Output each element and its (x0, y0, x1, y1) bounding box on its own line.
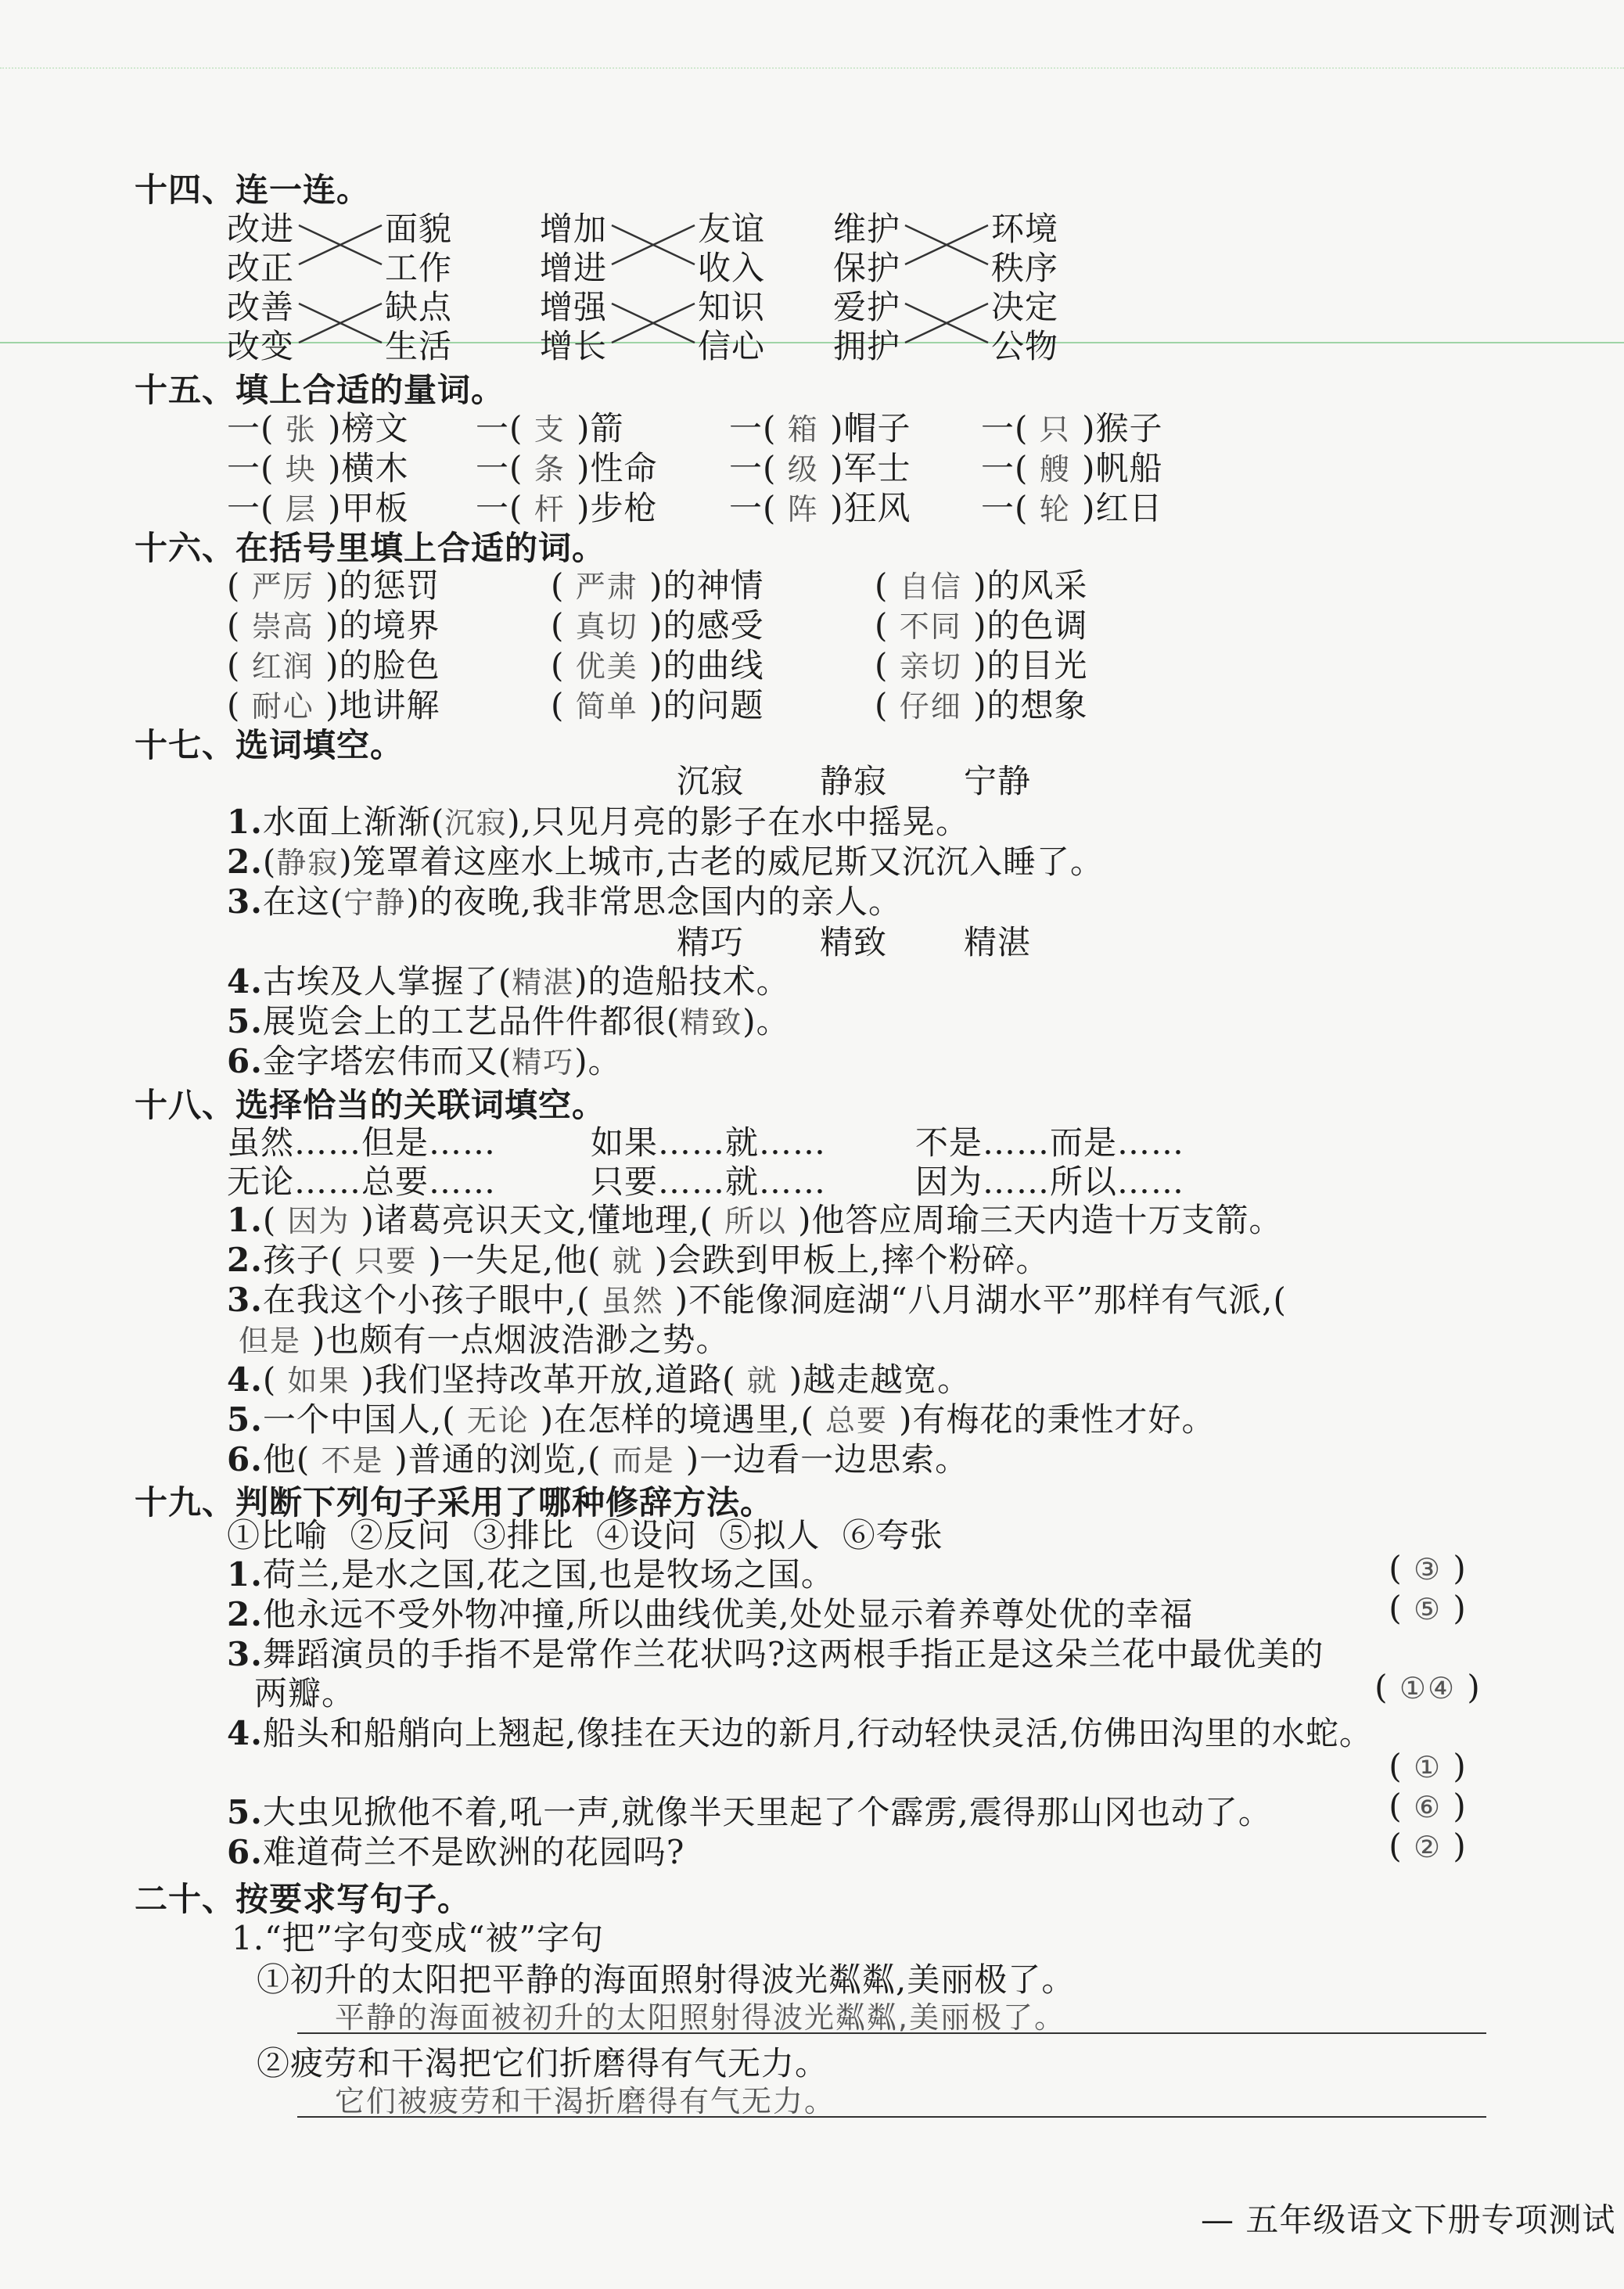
item-text: 荷兰,是水之国,花之国,也是牧场之国。 (262, 1555, 835, 1594)
word-option: 宁静 (964, 762, 1032, 800)
item-prefix: 一( (981, 409, 1040, 447)
answer-line-2 (297, 2116, 1486, 2118)
item-number: 4. (227, 1360, 263, 1399)
handwritten-answer: 艘 (1039, 452, 1071, 487)
handwritten-answer: 崇高 (251, 609, 314, 644)
choose-word-item (227, 876, 902, 923)
handwritten-answer: ①④ (1399, 1671, 1457, 1705)
fill-word-item (551, 680, 764, 727)
conjunction-option: 因为……所以…… (915, 1162, 1185, 1201)
question-1: ①初升的太阳把平静的海面照射得波光粼粼,美丽极了。 (257, 1960, 1076, 1999)
item-word: 帽子 (843, 409, 911, 447)
open-paren: ( (875, 606, 900, 645)
item-text: )的造船技术。 (574, 962, 790, 1001)
answer-1: 平静的海面被初升的太阳照射得波光粼粼,美丽极了。 (335, 2000, 1066, 2035)
item-text: )在怎样的境遇里,( (540, 1400, 814, 1439)
page-footer: — 五年级语文下册专项测试 (1201, 2201, 1616, 2239)
item-prefix: 一( (981, 449, 1040, 487)
item-word: 的目光 (986, 646, 1088, 685)
item-suffix: ) (316, 409, 342, 447)
match-left-word: 爱护 (833, 288, 901, 326)
match-right-word: 环境 (991, 210, 1059, 248)
item-prefix: 一( (476, 489, 534, 527)
handwritten-answer: 精湛 (512, 965, 575, 1000)
match-left-word: 改进 (227, 210, 295, 248)
handwritten-answer: 真切 (575, 609, 638, 644)
item-text: 一个中国人,( (262, 1400, 456, 1439)
handwritten-answer: 宁静 (343, 886, 407, 920)
open-paren: ( (1389, 1827, 1414, 1865)
handwritten-answer: ② (1413, 1830, 1443, 1864)
item-number: 3. (227, 1635, 263, 1673)
close-paren: ) (314, 566, 340, 605)
rhetoric-item (227, 1708, 1373, 1755)
open-paren: ( (875, 686, 900, 724)
close-paren: ) (314, 646, 340, 685)
item-text: 船头和船艄向上翘起,像挂在天边的新月,行动轻快灵活,仿佛田沟里的水蛇。 (262, 1714, 1373, 1752)
item-suffix: ) (1070, 409, 1096, 447)
handwritten-answer: 静寂 (276, 846, 340, 880)
open-paren: ( (875, 566, 900, 605)
handwritten-answer: 总要 (814, 1403, 900, 1438)
handwritten-answer: 而是 (601, 1443, 686, 1478)
match-left-word: 增加 (540, 210, 608, 248)
conjunction-option: 虽然……但是…… (227, 1123, 497, 1162)
open-paren: ( (551, 566, 576, 605)
close-paren: ) (638, 566, 663, 605)
match-left-word: 保护 (833, 249, 901, 287)
match-left-word: 增进 (540, 249, 608, 287)
match-left-word: 改善 (227, 288, 295, 326)
handwritten-answer: 所以 (713, 1204, 799, 1238)
item-number: 5. (227, 1400, 263, 1439)
item-text: 水面上渐渐( (262, 803, 445, 841)
item-prefix: 一( (227, 409, 286, 447)
matching-lines (0, 0, 1624, 391)
match-right-word: 工作 (385, 249, 453, 287)
open-paren: ( (875, 646, 900, 685)
item-text: 古埃及人掌握了( (262, 962, 512, 1001)
item-text: )诸葛亮识天文,懂地理,( (361, 1201, 713, 1239)
open-paren: ( (227, 606, 252, 645)
close-paren: ) (1442, 1747, 1467, 1785)
item-word: 的感受 (663, 606, 764, 645)
section-18-heading: 十八、选择恰当的关联词填空。 (135, 1086, 606, 1124)
open-paren: ( (1389, 1747, 1414, 1785)
handwritten-answer: 简单 (575, 689, 638, 724)
close-paren: ) (638, 686, 663, 724)
handwritten-answer: 支 (534, 412, 566, 447)
item-text: 舞蹈演员的手指不是常作兰花状吗?这两根手指正是这朵兰花中最优美的 (262, 1635, 1324, 1673)
item-word: 的脸色 (339, 646, 440, 685)
match-right-word: 友谊 (698, 210, 766, 248)
item-word: 的惩罚 (339, 566, 440, 605)
handwritten-answer: 严肃 (575, 570, 638, 604)
item-text: 他( (262, 1440, 311, 1479)
item-word: 的神情 (663, 566, 764, 605)
item-number: 5. (227, 1793, 263, 1831)
measure-word-item (729, 483, 911, 530)
handwritten-answer: 自信 (899, 570, 962, 604)
handwritten-answer: 但是 (239, 1324, 313, 1358)
handwritten-answer: 如果 (276, 1364, 361, 1398)
item-text: )。 (742, 1002, 790, 1040)
item-text: )会跌到甲板上,摔个粉碎。 (654, 1241, 1050, 1279)
match-left-word: 拥护 (833, 327, 901, 365)
conjunction-option: 只要……就…… (591, 1162, 827, 1201)
handwritten-answer: 虽然 (590, 1284, 675, 1318)
match-left-word: 维护 (833, 210, 901, 248)
item-number: 2. (227, 1595, 263, 1633)
item-suffix: ) (818, 449, 844, 487)
item-text: )一失足,他( (428, 1241, 602, 1279)
item-word: 的境界 (339, 606, 440, 645)
conjunction-option: 如果……就…… (591, 1123, 827, 1162)
handwritten-answer: ③ (1413, 1552, 1443, 1586)
section-17-heading: 十七、选词填空。 (135, 726, 404, 764)
open-paren: ( (227, 566, 252, 605)
item-text: ( (262, 1201, 277, 1239)
answer-2: 它们被疲劳和干渴折磨得有气无力。 (335, 2084, 836, 2118)
word-option: 精湛 (964, 923, 1032, 961)
close-paren: ) (1456, 1668, 1481, 1706)
item-text: )普通的浏览,( (394, 1440, 602, 1479)
handwritten-answer: 块 (285, 452, 317, 487)
word-option: 静寂 (820, 762, 888, 800)
item-number: 3. (227, 1281, 263, 1319)
handwritten-answer: 不是 (310, 1443, 395, 1478)
item-text: 金字塔宏伟而又( (262, 1042, 512, 1080)
item-word: 红日 (1095, 489, 1163, 527)
answer-line-1 (297, 2032, 1486, 2034)
handwritten-answer: 只要 (343, 1244, 429, 1278)
match-right-word: 知识 (698, 288, 766, 326)
handwritten-answer: 就 (601, 1244, 655, 1278)
item-suffix: ) (316, 489, 342, 527)
section-16-heading: 十六、在括号里填上合适的词。 (135, 529, 606, 567)
item-word: 箭 (590, 409, 624, 447)
match-right-word: 面貌 (385, 210, 453, 248)
item-number: 1. (227, 803, 263, 841)
measure-word-item (981, 483, 1163, 530)
question-2: ②疲劳和干渴把它们折磨得有气无力。 (257, 2044, 829, 2082)
item-number: 3. (227, 882, 263, 921)
handwritten-answer: 轮 (1039, 492, 1071, 526)
item-word: 狂风 (843, 489, 911, 527)
close-paren: ) (314, 686, 340, 724)
item-word: 的曲线 (663, 646, 764, 685)
handwritten-answer: 耐心 (251, 689, 314, 724)
item-text: 他永远不受外物冲撞,所以曲线优美,处处显示着养尊处优的幸福 (262, 1595, 1194, 1633)
item-number: 4. (227, 1714, 263, 1752)
handwritten-answer: 阵 (787, 492, 819, 526)
close-paren: ) (961, 566, 987, 605)
item-suffix: ) (565, 489, 591, 527)
handwritten-answer: 精巧 (512, 1045, 575, 1080)
item-word: 的想象 (986, 686, 1088, 724)
open-paren: ( (551, 606, 576, 645)
section-20-heading: 二十、按要求写句子。 (135, 1880, 472, 1918)
item-number: 2. (227, 1241, 263, 1279)
item-word: 军士 (843, 449, 911, 487)
item-text: 在我这个小孩子眼中,( (262, 1281, 591, 1319)
answer-bracket (1373, 1747, 1482, 1785)
conjunction-option: 无论……总要…… (227, 1162, 497, 1201)
close-paren: ) (1442, 1589, 1467, 1627)
item-number: 1. (227, 1555, 263, 1594)
open-paren: ( (1389, 1549, 1414, 1587)
open-paren: ( (1374, 1668, 1399, 1706)
conjunction-item (227, 1434, 968, 1481)
close-paren: ) (961, 686, 987, 724)
match-right-word: 公物 (991, 327, 1059, 365)
item-suffix: ) (565, 449, 591, 487)
item-text: 在这( (262, 882, 344, 921)
handwritten-answer: 无论 (455, 1403, 541, 1438)
close-paren: ) (961, 606, 987, 645)
section-15-heading: 十五、填上合适的量词。 (135, 371, 505, 409)
item-word: 性命 (590, 449, 658, 487)
item-text: ),只见月亮的影子在水中摇晃。 (507, 803, 970, 841)
item-prefix: 一( (729, 409, 788, 447)
open-paren: ( (551, 646, 576, 685)
open-paren: ( (227, 686, 252, 724)
handwritten-answer: 杆 (534, 492, 566, 526)
item-prefix: 一( (227, 449, 286, 487)
item-word: 帆船 (1095, 449, 1163, 487)
item-number: 6. (227, 1042, 263, 1080)
open-paren: ( (227, 646, 252, 685)
item-prefix: 一( (476, 409, 534, 447)
handwritten-answer: 因为 (276, 1204, 361, 1238)
section-20-subtitle: 1.“把”字句变成“被”字句 (232, 1919, 604, 1957)
handwritten-answer: 级 (787, 452, 819, 487)
close-paren: ) (1442, 1827, 1467, 1865)
handwritten-answer: 箱 (787, 412, 819, 447)
item-word: 的风采 (986, 566, 1088, 605)
item-text: 难道荷兰不是欧洲的花园吗? (262, 1833, 685, 1871)
item-text: 大虫见掀他不着,吼一声,就像半天里起了个霹雳,震得那山冈也动了。 (262, 1793, 1272, 1831)
close-paren: ) (1442, 1787, 1467, 1825)
rhetoric-item (227, 1827, 684, 1874)
section-19-heading: 十九、判断下列句子采用了哪种修辞方法。 (135, 1483, 774, 1522)
close-paren: ) (638, 646, 663, 685)
answer-bracket (1373, 1589, 1482, 1627)
item-word: 步枪 (590, 489, 658, 527)
handwritten-answer: 只 (1039, 412, 1071, 447)
item-word: 地讲解 (339, 686, 440, 724)
close-paren: ) (314, 606, 340, 645)
item-word: 的色调 (986, 606, 1088, 645)
rhetoric-options: ①比喻 ②反问 ③排比 ④设问 ⑤拟人 ⑥夸张 (227, 1516, 943, 1554)
handwritten-answer: 仔细 (899, 689, 962, 724)
handwritten-answer: ⑤ (1413, 1592, 1443, 1626)
item-text: )的夜晚,我非常思念国内的亲人。 (406, 882, 903, 921)
item-prefix: 一( (729, 449, 788, 487)
item-text: )我们坚持改革开放,道路( (361, 1360, 736, 1399)
item-text: )也颇有一点烟波浩渺之势。 (312, 1321, 730, 1359)
conjunction-option: 不是……而是…… (915, 1123, 1185, 1162)
item-number: 4. (227, 962, 263, 1001)
item-suffix: ) (316, 449, 342, 487)
item-suffix: ) (1070, 449, 1096, 487)
handwritten-answer: 亲切 (899, 649, 962, 684)
item-number: 6. (227, 1833, 263, 1871)
handwritten-answer: 沉寂 (444, 806, 508, 840)
answer-bracket (1373, 1549, 1482, 1587)
item-text: )一边看一边思索。 (685, 1440, 969, 1479)
item-text: )他答应周瑜三天内造十万支箭。 (798, 1201, 1283, 1239)
rhetoric-item (227, 1629, 1324, 1676)
item-number: 1. (227, 1201, 263, 1239)
item-prefix: 一( (729, 489, 788, 527)
item-number: 2. (227, 843, 263, 881)
item-number: 5. (227, 1002, 263, 1040)
match-right-word: 生活 (385, 327, 453, 365)
match-right-word: 缺点 (385, 288, 453, 326)
match-right-word: 决定 (991, 288, 1059, 326)
item-prefix: 一( (227, 489, 286, 527)
item-word: 横木 (341, 449, 409, 487)
item-suffix: ) (1070, 489, 1096, 527)
item-suffix: ) (565, 409, 591, 447)
fill-word-item (875, 680, 1088, 727)
item-text: ( (262, 1360, 277, 1399)
item-word: 的问题 (663, 686, 764, 724)
item-text: 孩子( (262, 1241, 344, 1279)
open-paren: ( (1389, 1589, 1414, 1627)
choose-word-item (227, 1036, 622, 1083)
answer-bracket (1373, 1668, 1482, 1706)
close-paren: ) (638, 606, 663, 645)
handwritten-answer: ⑥ (1413, 1790, 1443, 1824)
handwritten-answer: 层 (285, 492, 317, 526)
handwritten-answer: 张 (285, 412, 317, 447)
match-left-word: 增长 (540, 327, 608, 365)
item-word: 榜文 (341, 409, 409, 447)
item-text: )。 (574, 1042, 622, 1080)
answer-bracket (1373, 1827, 1482, 1865)
match-right-word: 秩序 (991, 249, 1059, 287)
close-paren: ) (1442, 1549, 1467, 1587)
handwritten-answer: 条 (534, 452, 566, 487)
handwritten-answer: ① (1413, 1750, 1443, 1784)
item-text: )有梅花的秉性才好。 (899, 1400, 1216, 1439)
match-right-word: 信心 (698, 327, 766, 365)
item-text: 展览会上的工艺品件件都很( (262, 1002, 681, 1040)
item-text: ( (262, 843, 277, 881)
word-option: 精致 (820, 923, 888, 961)
item-text: )越走越宽。 (789, 1360, 972, 1399)
item-prefix: 一( (981, 489, 1040, 527)
item-word: 甲板 (341, 489, 409, 527)
handwritten-answer: 不同 (899, 609, 962, 644)
item-number: 6. (227, 1440, 263, 1479)
item-text: )笼罩着这座水上城市,古老的威尼斯又沉沉入睡了。 (339, 843, 1105, 881)
handwritten-answer: 严厉 (251, 570, 314, 604)
item-suffix: ) (818, 489, 844, 527)
handwritten-answer: 红润 (251, 649, 314, 684)
close-paren: ) (961, 646, 987, 685)
match-left-word: 改正 (227, 249, 295, 287)
handwritten-answer: 优美 (575, 649, 638, 684)
item-word: 猴子 (1095, 409, 1163, 447)
handwritten-answer: 精致 (680, 1005, 743, 1040)
open-paren: ( (1389, 1787, 1414, 1825)
open-paren: ( (551, 686, 576, 724)
answer-bracket (1373, 1787, 1482, 1825)
match-right-word: 收入 (698, 249, 766, 287)
section-14-heading: 十四、连一连。 (135, 171, 371, 209)
handwritten-answer: 就 (735, 1364, 789, 1398)
word-option: 沉寂 (677, 762, 745, 800)
item-prefix: 一( (476, 449, 534, 487)
match-left-word: 改变 (227, 327, 295, 365)
match-left-word: 增强 (540, 288, 608, 326)
word-option: 精巧 (677, 923, 745, 961)
item-suffix: ) (818, 409, 844, 447)
item-text: )不能像洞庭湖“八月湖水平”那样有气派,( (674, 1281, 1287, 1319)
item-text-continued: 两瓣。 (254, 1674, 356, 1712)
